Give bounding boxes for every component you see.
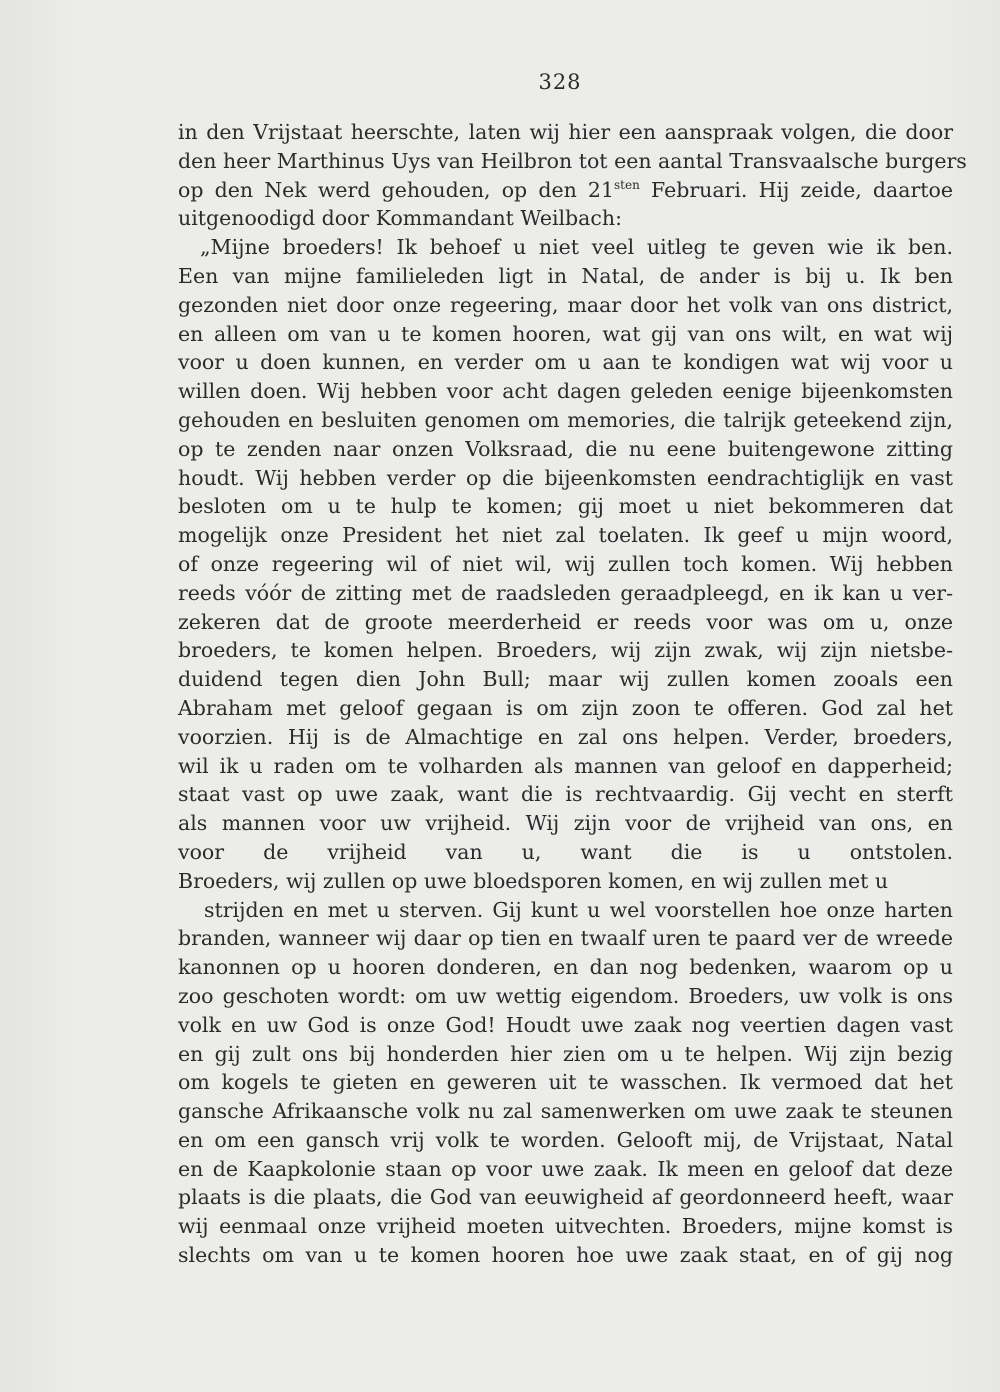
page-number: 328 — [538, 70, 582, 94]
text-line: wil ik u raden om te volharden als mannen van geloof en dapperheid; — [178, 753, 953, 778]
text-line-with-superscript — [178, 176, 953, 205]
text-line: Een van mijne familieleden ligt in Natal, de ander is bij u. Ik ben — [178, 263, 953, 288]
text-line — [178, 1270, 953, 1299]
text-line: kanonnen op u hooren donderen, en dan nog bedenken, waarom op u — [178, 955, 953, 980]
text-line: of onze regeering wil of niet wil, wij zullen toch komen. Wij hebben — [178, 551, 953, 576]
text-line: strijden en met u sterven. Gij kunt u wel voorstellen hoe onze harten — [204, 897, 953, 922]
text-line: volk en uw God is onze God! Houdt uwe zaak nog veertien dagen vast — [178, 1012, 953, 1037]
body-text — [178, 118, 967, 1299]
text-line: houdt. Wij hebben verder op die bijeenkomsten eendrachtiglijk en vast — [178, 465, 953, 490]
text-line: besloten om u te hulp te komen; gij moet u niet bekommeren dat — [178, 494, 953, 519]
text-line: voorzien. Hij is de Almachtige en zal ons helpen. Verder, broeders, — [178, 724, 953, 749]
text-line: en de Kaapkolonie staan op voor uwe zaak. Ik meen en geloof dat deze — [178, 1156, 953, 1181]
text-line: staat vast op uwe zaak, want die is rechtvaardig. Gij vecht en sterft — [178, 782, 953, 807]
text-line: gehouden en besluiten genomen om memories, die talrijk geteekend zijn, — [178, 407, 953, 432]
text-line: voor de vrijheid van u, want die is u ontstolen. — [178, 839, 953, 864]
text-line: broeders, te komen helpen. Broeders, wij zijn zwak, wij zijn nietsbe- — [178, 638, 953, 663]
text-line: reeds vóór de zitting met de raadsleden geraadpleegd, en ik kan u ver- — [178, 580, 953, 605]
text-line: wij eenmaal onze vrijheid moeten uitvechten. Broeders, mijne komst is — [178, 1214, 953, 1239]
text-line: plaats is die plaats, die God van eeuwigheid af geordonneerd heeft, waar — [178, 1185, 953, 1210]
text-line: uitgenoodigd door Kommandant Weilbach: — [178, 206, 622, 231]
text-line: gansche Afrikaansche volk nu zal samenwerken om uwe zaak te steunen — [178, 1099, 953, 1124]
text-line: duidend tegen dien John Bull; maar wij zullen komen zooals een — [178, 667, 953, 692]
text-line: slechts om van u te komen hooren hoe uwe zaak staat, en of gij nog — [178, 1243, 953, 1268]
text-line: zoo geschoten wordt: om uw wettig eigendom. Broeders, uw volk is ons — [178, 983, 953, 1008]
text-line: branden, wanneer wij daar op tien en twaalf uren te paard ver de wreede — [178, 926, 953, 951]
text-line: Broeders, wij zullen op uwe bloedsporen komen, en wij zullen met u — [178, 868, 889, 893]
text-line: en alleen om van u te komen hooren, wat gij van ons wilt, en wat wij — [178, 321, 953, 346]
text-line: „Mijne broeders! Ik behoef u niet veel uitleg te geven wie ik ben. — [200, 235, 953, 260]
text-segment: op den Nek werd gehouden, op den 21 — [178, 177, 615, 202]
text-line: als mannen voor uw vrijheid. Wij zijn voor de vrijheid van ons, en — [178, 811, 953, 836]
text-line: zekeren dat de groote meerderheid er reeds voor was om u, onze — [178, 609, 953, 634]
text-line: voor u doen kunnen, en verder om u aan te kondigen wat wij voor u — [178, 350, 953, 375]
text-line: den heer Marthinus Uys van Heilbron tot een aantal Transvaalsche burgers — [178, 148, 967, 173]
text-line: om kogels te gieten en geweren uit te wasschen. Ik vermoed dat het — [178, 1070, 953, 1095]
text-segment: Februari. Hij zeide, daartoe — [639, 177, 953, 202]
text-line: mogelijk onze President het niet zal toelaten. Ik geef u mijn woord, — [178, 523, 953, 548]
text-line: en om een gansch vrij volk te worden. Gelooft mij, de Vrijstaat, Natal — [178, 1127, 953, 1152]
text-line: Abraham met geloof gegaan is om zijn zoon te offeren. God zal het — [178, 695, 953, 720]
text-line: in den Vrijstaat heerschte, laten wij hier een aanspraak volgen, die door — [178, 120, 953, 144]
text-line: en gij zult ons bij honderden hier zien om u te helpen. Wij zijn bezig — [178, 1041, 953, 1066]
text-line: gezonden niet door onze regeering, maar door het volk van ons district, — [178, 292, 953, 317]
text-line: op te zenden naar onzen Volksraad, die nu eene buitengewone zitting — [178, 436, 953, 461]
text-line: willen doen. Wij hebben voor acht dagen geleden eenige bijeenkomsten — [178, 379, 953, 404]
superscript-ordinal: sten — [614, 177, 640, 192]
